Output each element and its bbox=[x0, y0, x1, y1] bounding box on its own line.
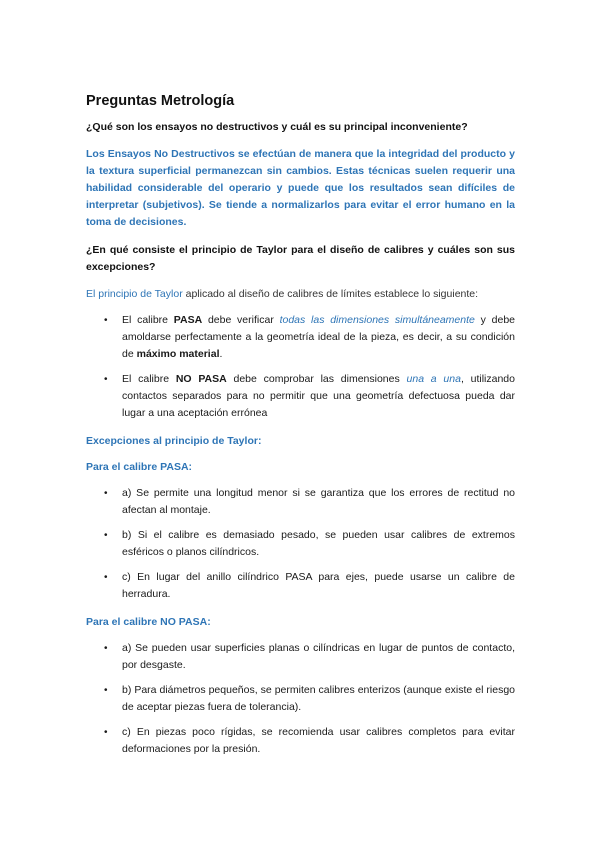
bullet-icon: • bbox=[104, 374, 108, 385]
exceptions-heading: Excepciones al principio de Taylor: bbox=[86, 435, 262, 447]
taylor-intro bbox=[86, 286, 515, 303]
list-item bbox=[86, 371, 515, 422]
bullet-icon: • bbox=[104, 530, 108, 541]
question-2: ¿En qué consiste el principio de Taylor para el diseño de calibres y cuáles son sus excepciones? bbox=[86, 244, 515, 273]
list-item bbox=[86, 569, 515, 603]
bullet-icon: • bbox=[104, 727, 108, 738]
nopasa-heading: Para el calibre NO PASA: bbox=[86, 616, 211, 628]
pasa-list bbox=[86, 485, 515, 603]
item-text: a) Se pueden usar superficies planas o cilíndricas en lugar de puntos de contacto, por desgaste. bbox=[122, 642, 515, 671]
item-italic: todas las dimensiones simultáneamente bbox=[279, 314, 475, 326]
taylor-intro-highlight: El principio de Taylor bbox=[86, 288, 183, 300]
item-text: b) Para diámetros pequeños, se permiten calibres enterizos (aunque existe el riesgo de aceptar piezas fuera de tolerancia). bbox=[122, 684, 515, 713]
taylor-intro-rest: aplicado al diseño de calibres de límites establece lo siguiente: bbox=[182, 288, 479, 300]
item-text: . bbox=[219, 348, 223, 360]
list-item bbox=[86, 682, 515, 716]
bullet-icon: • bbox=[104, 315, 108, 326]
item-bold: máximo material bbox=[136, 348, 220, 360]
bullet-icon: • bbox=[104, 685, 108, 696]
nopasa-list bbox=[86, 640, 515, 758]
item-text: El calibre bbox=[122, 373, 176, 385]
item-text: , utilizando contactos separados para no permitir que una geometría defectuosa pueda dar lugar a una aceptación errónea bbox=[122, 373, 515, 419]
bullet-icon: • bbox=[104, 643, 108, 654]
item-text: debe verificar bbox=[202, 314, 280, 326]
answer-1: Los Ensayos No Destructivos se efectúan de manera que la integridad del producto y la textura superficial permanezcan sin cambios. Estas técnicas suelen requerir una habilidad considerable del operario y puede que los resultados sean difíciles de interpretar (subjetivos). Se tiende a normalizarlos para evitar el error humano en la toma de decisiones. bbox=[86, 148, 515, 228]
page-title: Preguntas Metrología bbox=[86, 93, 235, 109]
item-text: a) Se permite una longitud menor si se garantiza que los errores de rectitud no afectan al montaje. bbox=[122, 487, 515, 516]
question-1: ¿Qué son los ensayos no destructivos y cuál es su principal inconveniente? bbox=[86, 121, 468, 133]
document-content bbox=[86, 93, 515, 769]
taylor-list bbox=[86, 312, 515, 422]
item-bold: PASA bbox=[173, 314, 203, 326]
item-text: y debe amoldarse perfectamente a la geometría ideal de la pieza, es decir, a su condición de bbox=[122, 314, 515, 360]
list-item bbox=[86, 724, 515, 758]
item-text: El calibre bbox=[122, 314, 174, 326]
list-item bbox=[86, 312, 515, 363]
item-text: b) Si el calibre es demasiado pesado, se pueden usar calibres de extremos esféricos o planos cilíndricos. bbox=[122, 529, 515, 558]
item-bold: NO PASA bbox=[175, 373, 227, 385]
item-text: debe comprobar las dimensiones bbox=[226, 373, 407, 385]
item-text: c) En piezas poco rígidas, se recomienda usar calibres completos para evitar deformaciones por la presión. bbox=[122, 726, 515, 755]
list-item bbox=[86, 640, 515, 674]
bullet-icon: • bbox=[104, 572, 108, 583]
item-italic: una a una bbox=[406, 373, 461, 385]
list-item bbox=[86, 527, 515, 561]
bullet-icon: • bbox=[104, 488, 108, 499]
pasa-heading: Para el calibre PASA: bbox=[86, 461, 193, 473]
list-item bbox=[86, 485, 515, 519]
item-text: c) En lugar del anillo cilíndrico PASA para ejes, puede usarse un calibre de herradura. bbox=[122, 571, 515, 600]
